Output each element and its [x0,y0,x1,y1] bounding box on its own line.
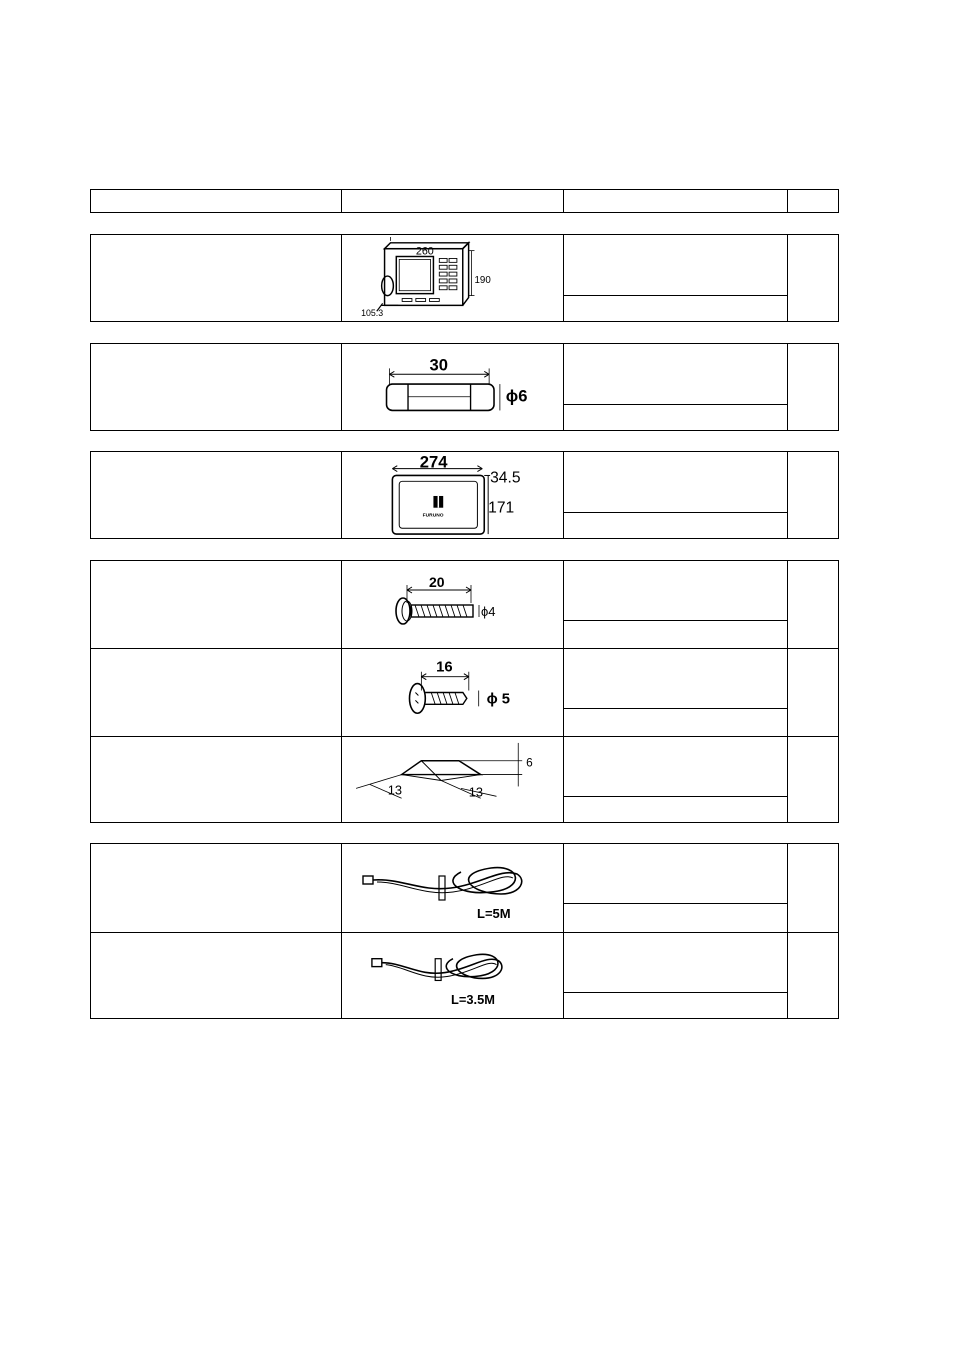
group-hardware [90,560,839,823]
screw-16-drawing [341,649,563,736]
cable-3-5m-drawing [341,933,563,1020]
group-display-unit [90,234,839,322]
column-divider [787,190,788,212]
dim-height: 6 [526,755,533,770]
display-unit-icon [341,235,563,321]
cover-icon [341,452,563,538]
screw-icon [341,649,563,736]
dim-diameter: ϕ6 [505,386,528,406]
row-cable-5m [91,844,838,932]
screw-20-drawing [341,561,563,648]
dim-length: 20 [429,574,445,590]
dim-diameter: ϕ 5 [486,691,511,708]
dim-thickness: 34.5 [490,469,521,487]
group-cables [90,843,839,1019]
cushion-icon [341,737,563,824]
row-screw-20 [91,561,838,648]
cable-length: L=5M [477,906,511,921]
dim-depth: 105.3 [361,308,384,319]
screw-icon [341,561,563,648]
dim-length: 16 [436,659,453,676]
cover-drawing [341,452,563,538]
cable-icon [341,844,563,932]
dim-length: 13 [387,782,403,798]
fuse-drawing [341,344,563,430]
row-screw-16 [91,648,838,736]
cushion-drawing [341,737,563,824]
group-fuse [90,343,839,431]
dim-width: 13 [468,784,484,800]
dim-width: 260 [415,245,434,258]
group-cover [90,451,839,539]
dim-width: 274 [419,452,448,472]
dim-height: 190 [474,274,491,286]
row-cushion [91,736,838,824]
display-unit-drawing [341,235,563,321]
cable-5m-drawing [341,844,563,932]
cable-length: L=3.5M [451,992,495,1008]
row-cable-3-5m [91,932,838,1020]
dim-diameter: ϕ4 [481,604,496,619]
column-divider [563,190,564,212]
dim-length: 30 [429,355,449,375]
dim-height: 171 [488,499,515,517]
brand-logo: FURUNO [422,513,444,519]
parts-table-header [90,189,839,213]
cable-icon [341,933,563,1020]
fuse-icon [341,344,563,430]
column-divider [341,190,342,212]
